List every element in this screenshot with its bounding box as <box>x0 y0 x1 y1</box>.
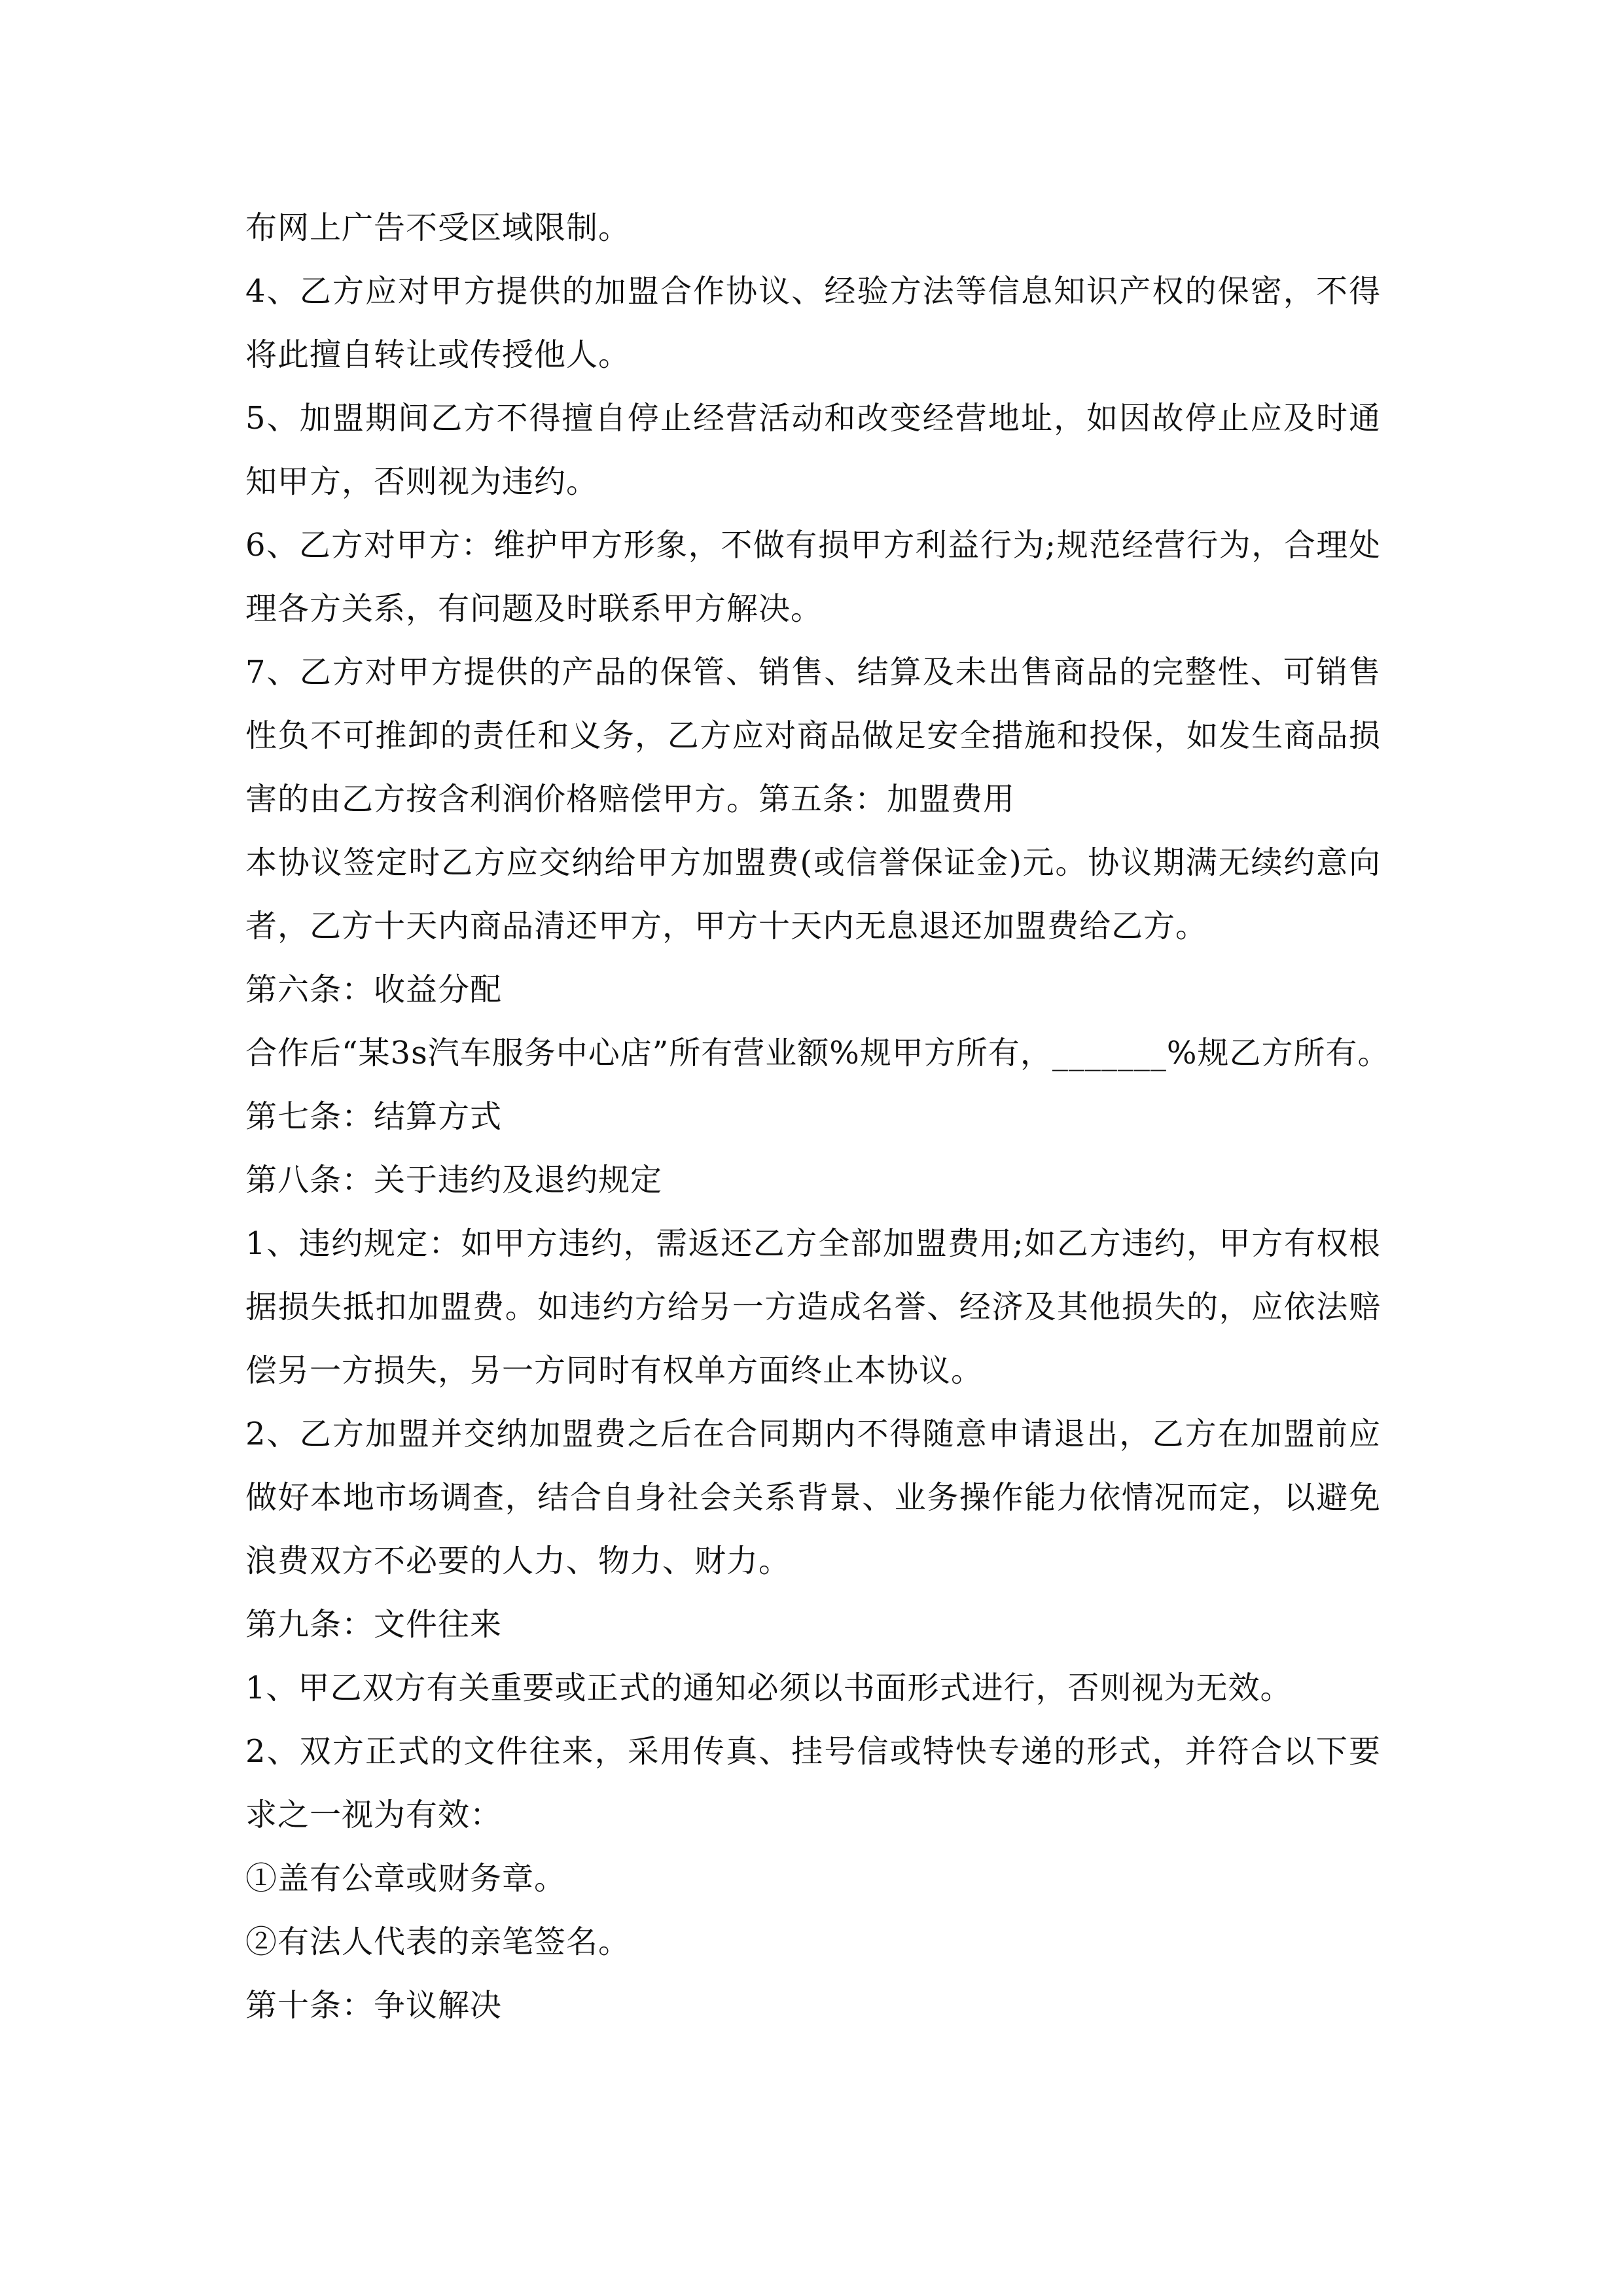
text-line-2: 4、乙方应对甲方提供的加盟合作协议、经验方法等信息知识产权的保密，不得 <box>245 273 1381 310</box>
section-heading-6: 第六条：收益分配 <box>245 971 503 1008</box>
section-heading-9: 第九条：文件往来 <box>245 1606 503 1643</box>
text-line-1: 布网上广告不受区域限制。 <box>245 209 631 246</box>
text-line-17: 1、违约规定：如甲方违约，需返还乙方全部加盟费用;如乙方违约，甲方有权根 <box>245 1225 1381 1262</box>
text-line-25: 2、双方正式的文件往来，采用传真、挂号信或特快专递的形式，并符合以下要 <box>245 1733 1381 1770</box>
text-line-24: 1、甲乙双方有关重要或正式的通知必须以书面形式进行，否则视为无效。 <box>245 1670 1293 1706</box>
document-body <box>245 196 1390 2037</box>
text-line-9: 性负不可推卸的责任和义务，乙方应对商品做足安全措施和投保，如发生商品损 <box>245 717 1381 754</box>
text-line-11: 本协议签定时乙方应交纳给甲方加盟费(或信誉保证金)元。协议期满无续约意向 <box>245 844 1381 881</box>
text-line-19: 偿另一方损失，另一方同时有权单方面终止本协议。 <box>245 1352 984 1389</box>
text-line-28: ②有法人代表的亲笔签名。 <box>245 1924 631 1960</box>
text-line-5: 知甲方，否则视为违约。 <box>245 463 599 500</box>
text-line-22: 浪费双方不必要的人力、物力、财力。 <box>245 1543 791 1579</box>
text-line-7: 理各方关系，有问题及时联系甲方解决。 <box>245 590 823 627</box>
text-line-26: 求之一视为有效： <box>245 1797 503 1833</box>
section-heading-7: 第七条：结算方式 <box>245 1098 503 1135</box>
text-line-8: 7、乙方对甲方提供的产品的保管、销售、结算及未出售商品的完整性、可销售 <box>245 654 1381 691</box>
text-line-12: 者，乙方十天内商品清还甲方，甲方十天内无息退还加盟费给乙方。 <box>245 908 1208 944</box>
text-line-21: 做好本地市场调查，结合自身社会关系背景、业务操作能力依情况而定，以避免 <box>245 1479 1381 1516</box>
section-heading-8: 第八条：关于违约及退约规定 <box>245 1162 663 1198</box>
text-line-4: 5、加盟期间乙方不得擅自停止经营活动和改变经营地址，如因故停止应及时通 <box>245 400 1381 437</box>
text-line-10: 害的由乙方按含利润价格赔偿甲方。第五条：加盟费用 <box>245 781 1016 817</box>
text-line-20: 2、乙方加盟并交纳加盟费之后在合同期内不得随意申请退出，乙方在加盟前应 <box>245 1416 1381 1452</box>
text-line-3: 将此擅自转让或传授他人。 <box>245 336 631 373</box>
text-line-14: 合作后“某3s汽车服务中心店”所有营业额%规甲方所有，_______%规乙方所有。 <box>245 1035 1390 1071</box>
text-line-18: 据损失抵扣加盟费。如违约方给另一方造成名誉、经济及其他损失的，应依法赔 <box>245 1289 1381 1325</box>
text-line-27: ①盖有公章或财务章。 <box>245 1860 567 1897</box>
section-heading-10: 第十条：争议解决 <box>245 1987 503 2024</box>
text-line-6: 6、乙方对甲方：维护甲方形象，不做有损甲方利益行为;规范经营行为，合理处 <box>245 527 1381 564</box>
